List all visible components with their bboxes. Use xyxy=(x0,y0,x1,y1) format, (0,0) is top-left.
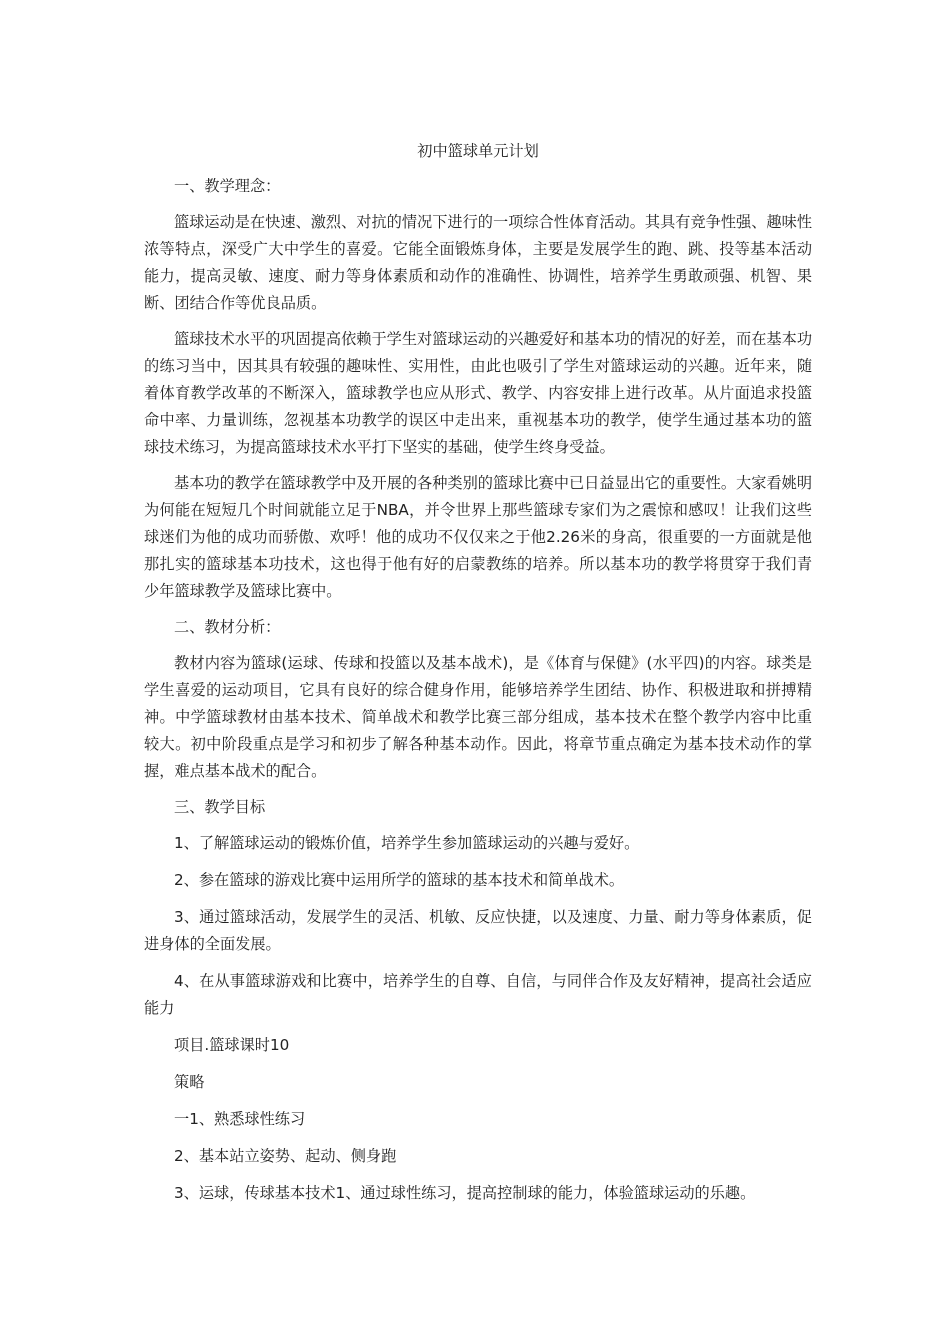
plan-item: 一1、熟悉球性练习 xyxy=(174,1110,306,1128)
goal-item: 4、在从事篮球游戏和比赛中，培养学生的自尊、自信，与同伴合作及友好精神，提高社会适应能力 xyxy=(144,972,812,1017)
section-heading-material-analysis: 二、教材分析： xyxy=(174,618,281,636)
plan-item: 3、运球，传球基本技术1、通过球性练习，提高控制球的能力，体验篮球运动的乐趣。 xyxy=(174,1184,756,1202)
paragraph: 篮球运动是在快速、激烈、对抗的情况下进行的一项综合性体育活动。其具有竞争性强、趣味性浓等特点，深受广大中学生的喜爱。它能全面锻炼身体，主要是发展学生的跑、跳、投等基本活动能力，提高灵敏、速度、耐力等身体素质和动作的准确性、协调性，培养学生勇敢顽强、机智、果断、团结合作等优良品质。 xyxy=(144,213,812,312)
paragraph: 基本功的教学在篮球教学中及开展的各种类别的篮球比赛中已日益显出它的重要性。大家看姚明为何能在短短几个时间就能立足于NBA，并令世界上那些篮球专家们为之震惊和感叹！让我们这些球迷们为他的成功而骄傲、欢呼！他的成功不仅仅来之于他2.26米的身高，很重要的一方面就是他那扎实的篮球基本功技术，这也得于他有好的启蒙教练的培养。所以基本功的教学将贯穿于我们青少年篮球教学及篮球比赛中。 xyxy=(144,474,812,600)
plan-item: 2、基本站立姿势、起动、侧身跑 xyxy=(174,1147,397,1165)
goal-item: 2、参在篮球的游戏比赛中运用所学的篮球的基本技术和简单战术。 xyxy=(174,871,625,889)
paragraph: 教材内容为篮球(运球、传球和投篮以及基本战术)，是《体育与保健》(水平四)的内容。球类是学生喜爱的运动项目，它具有良好的综合健身作用，能够培养学生团结、协作、积极进取和拼搏精神。中学篮球教材由基本技术、简单战术和教学比赛三部分组成，基本技术在整个教学内容中比重较大。初中阶段重点是学习和初步了解各种基本动作。因此，将章节重点确定为基本技术动作的掌握，难点基本战术的配合。 xyxy=(144,654,812,780)
document-title: 初中篮球单元计划 xyxy=(417,142,539,160)
goal-item: 1、了解篮球运动的锻炼价值，培养学生参加篮球运动的兴趣与爱好。 xyxy=(174,834,640,852)
strategy-line: 策略 xyxy=(174,1073,205,1091)
section-heading-teaching-goals: 三、教学目标 xyxy=(174,798,266,816)
project-line: 项目.篮球课时10 xyxy=(174,1036,290,1054)
paragraph: 篮球技术水平的巩固提高依赖于学生对篮球运动的兴趣爱好和基本功的情况的好差，而在基本功的练习当中，因其具有较强的趣味性、实用性，由此也吸引了学生对篮球运动的兴趣。近年来，随着体育教学改革的不断深入，篮球教学也应从形式、教学、内容安排上进行改革。从片面追求投篮命中率、力量训练，忽视基本功教学的误区中走出来，重视基本功的教学，使学生通过基本功的篮球技术练习，为提高篮球技术水平打下坚实的基础，使学生终身受益。 xyxy=(144,330,812,456)
document-page xyxy=(144,138,812,1217)
goal-item: 3、通过篮球活动，发展学生的灵活、机敏、反应快捷，以及速度、力量、耐力等身体素质，促进身体的全面发展。 xyxy=(144,908,812,953)
section-heading-philosophy: 一、教学理念： xyxy=(174,177,281,195)
